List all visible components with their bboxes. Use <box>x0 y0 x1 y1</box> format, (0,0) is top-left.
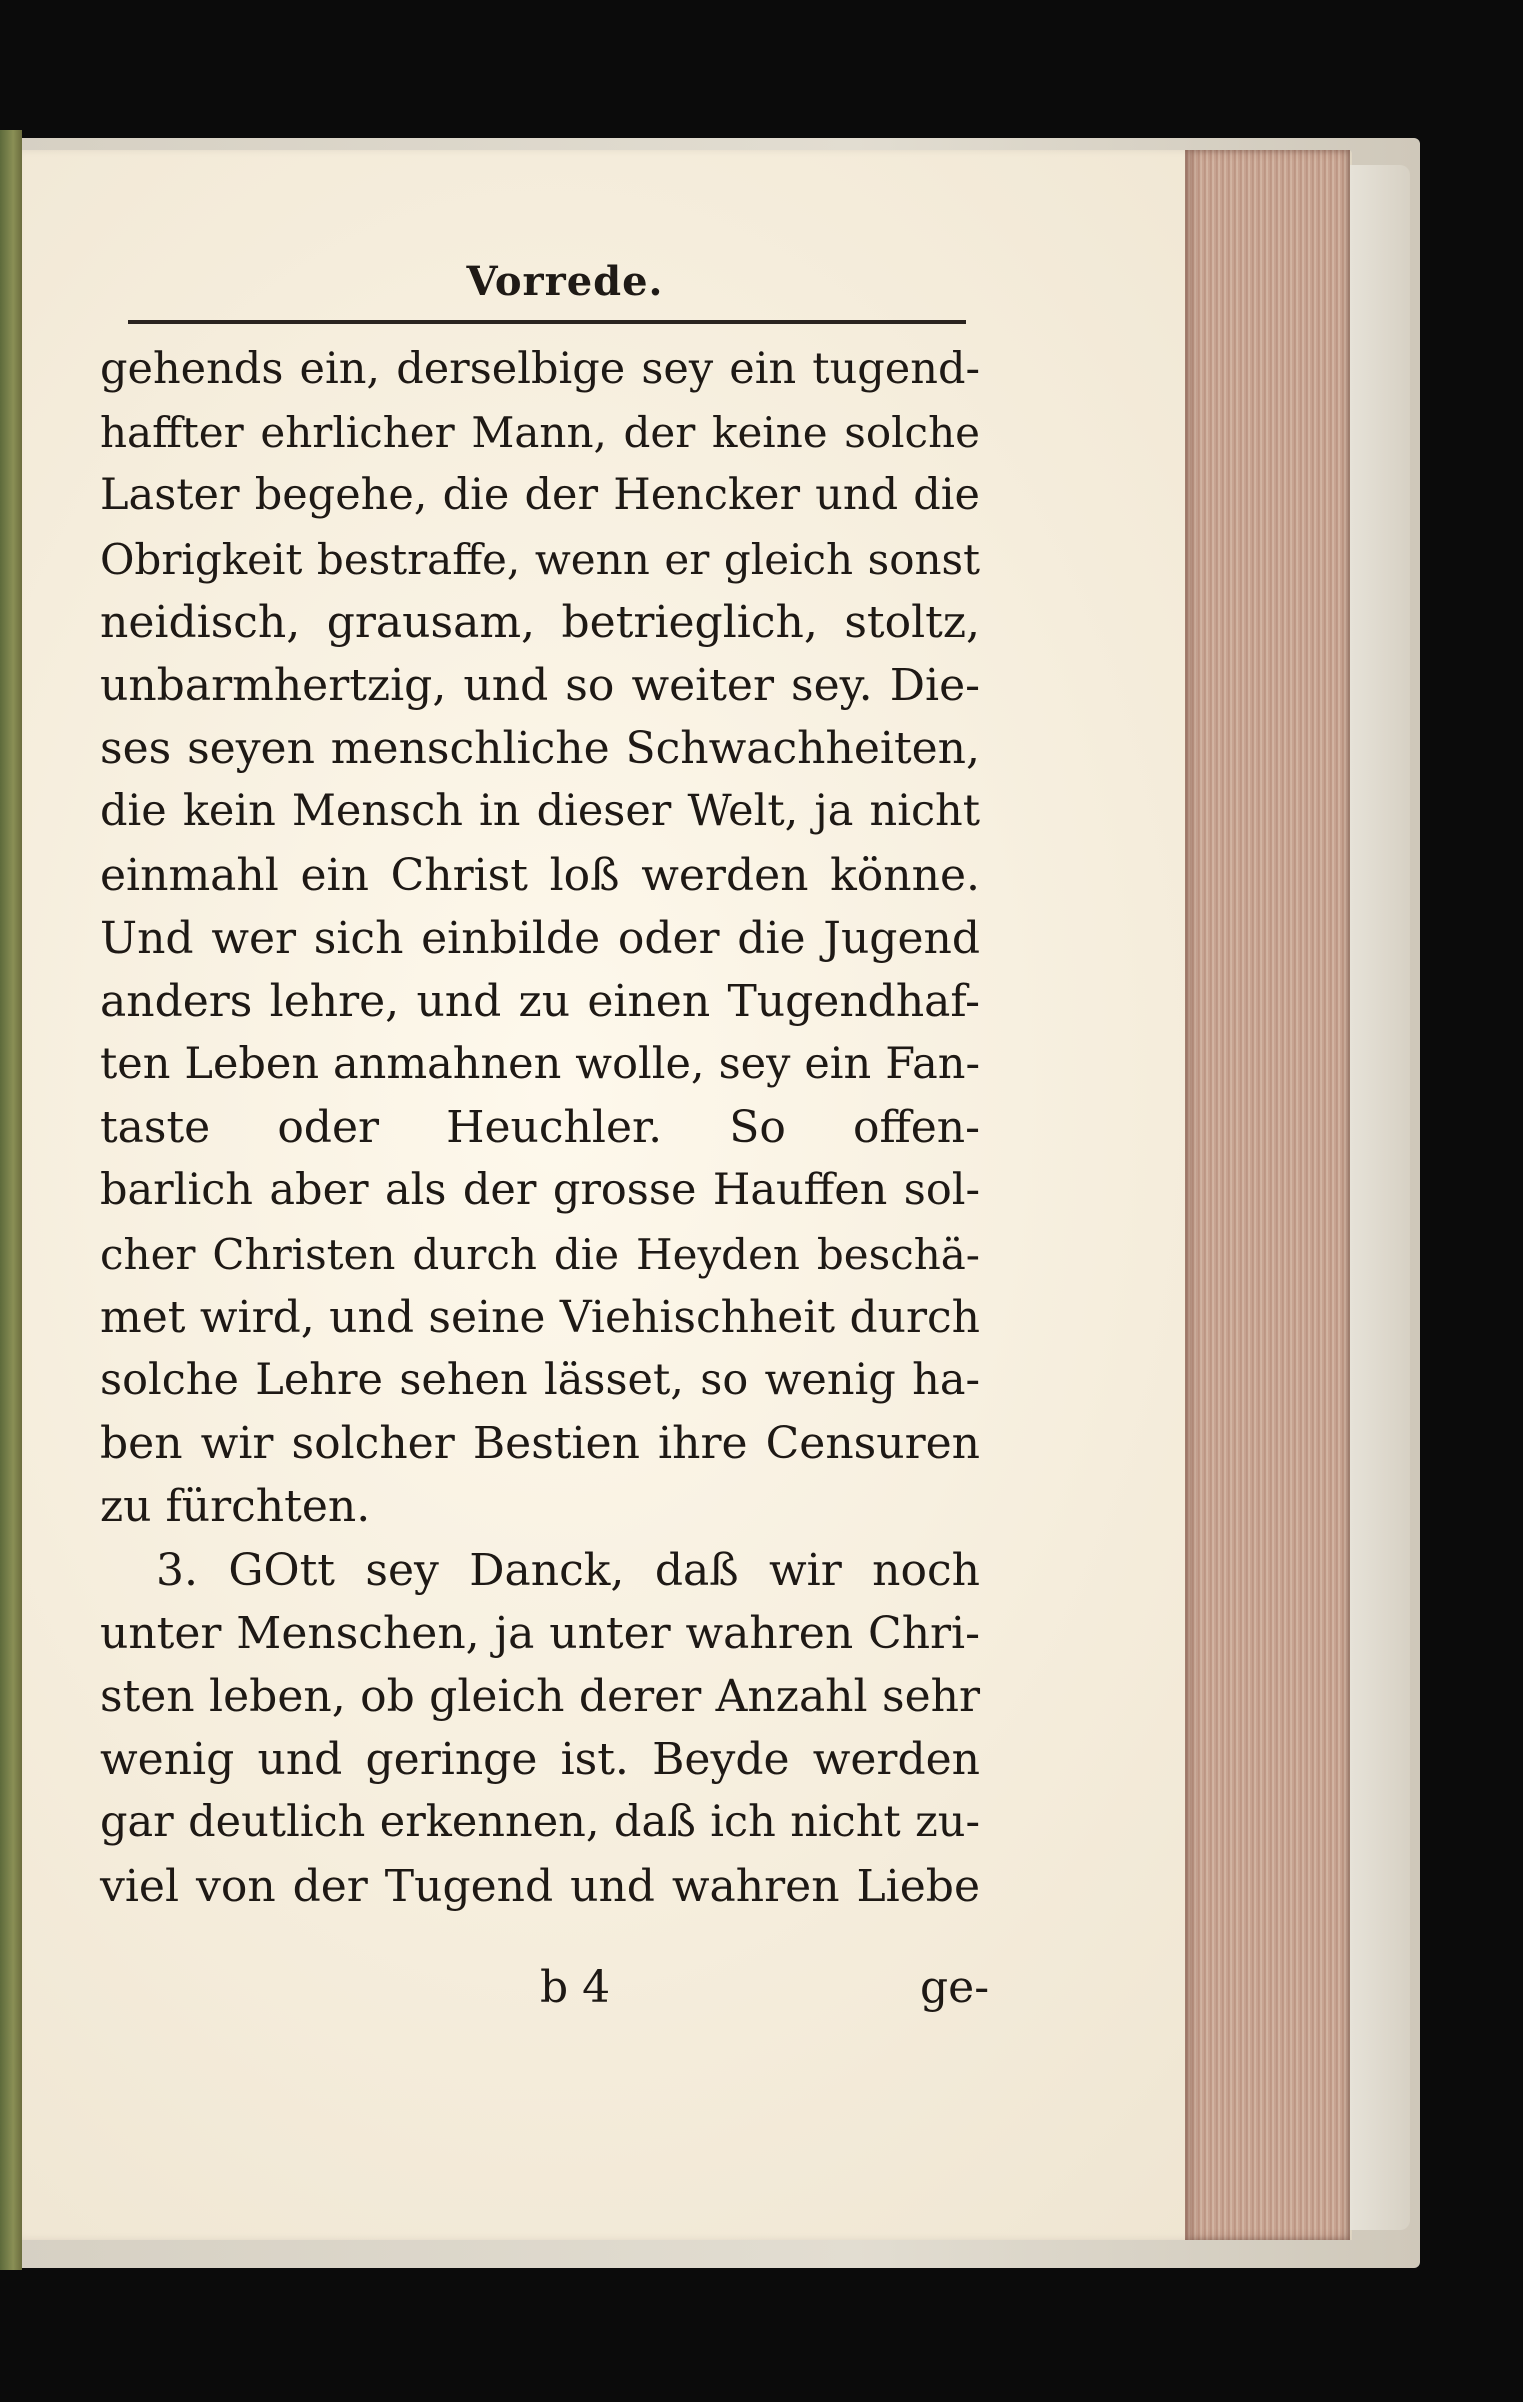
text-line: 3. GOtt sey Danck, daß wir noch <box>156 1544 980 1596</box>
text-line: ten Leben anmahnen wolle, sey ein Fan- <box>100 1039 980 1090</box>
text-line: Laster begehe, die der Hencker und die <box>100 470 980 521</box>
page-edges <box>1185 150 1350 2240</box>
text-line: anders lehre, und zu einen Tugendhaf- <box>100 975 980 1027</box>
text-line: die kein Mensch in dieser Welt, ja nicht <box>100 786 980 837</box>
text-line: cher Christen durch die Heyden beschä- <box>100 1229 980 1279</box>
text-line: wenig und geringe ist. Beyde werden <box>100 1734 980 1786</box>
text-line: neidisch, grausam, betrieglich, stoltz, <box>100 596 980 648</box>
text-line: Und wer sich einbilde oder die Jugend <box>100 912 980 964</box>
text-line: unbarmhertzig, und so weiter sey. Die- <box>100 659 980 711</box>
catchword: ge- <box>920 1962 990 2013</box>
head-rule <box>128 320 966 324</box>
text-line: taste oder Heuchler. So offen- <box>100 1102 980 1154</box>
text-line: haffter ehrlicher Mann, der keine solche <box>100 408 980 458</box>
text-line: gehends ein, derselbige sey ein tugend- <box>100 344 980 394</box>
text-line: gar deutlich erkennen, daß ich nicht zu- <box>100 1797 980 1848</box>
running-head: Vorrede. <box>466 258 664 305</box>
page-block-edge <box>1350 165 1410 2230</box>
text-line: ben wir solcher Bestien ihre Censuren <box>100 1418 980 1470</box>
text-line: unter Menschen, ja unter wahren Chri- <box>100 1607 980 1659</box>
text-line: einmahl ein Christ loß werden könne. <box>100 849 980 901</box>
text-line: met wird, und seine Viehischheit durch <box>100 1291 980 1343</box>
text-line: zu fürchten. <box>100 1481 371 1533</box>
text-line: viel von der Tugend und wahren Liebe <box>100 1860 980 1912</box>
text-line: Obrigkeit bestraffe, wenn er gleich sonst <box>100 534 980 584</box>
spine-edge <box>0 130 22 2270</box>
text-line: barlich aber als der grosse Hauffen sol- <box>100 1165 980 1216</box>
text-line: ses seyen menschliche Schwachheiten, <box>100 723 980 775</box>
text-line: solche Lehre sehen lässet, so wenig ha- <box>100 1355 980 1405</box>
text-line: sten leben, ob gleich derer Anzahl sehr <box>100 1670 980 1722</box>
body-text <box>100 338 980 1918</box>
signature-mark: b 4 <box>540 1962 611 2013</box>
